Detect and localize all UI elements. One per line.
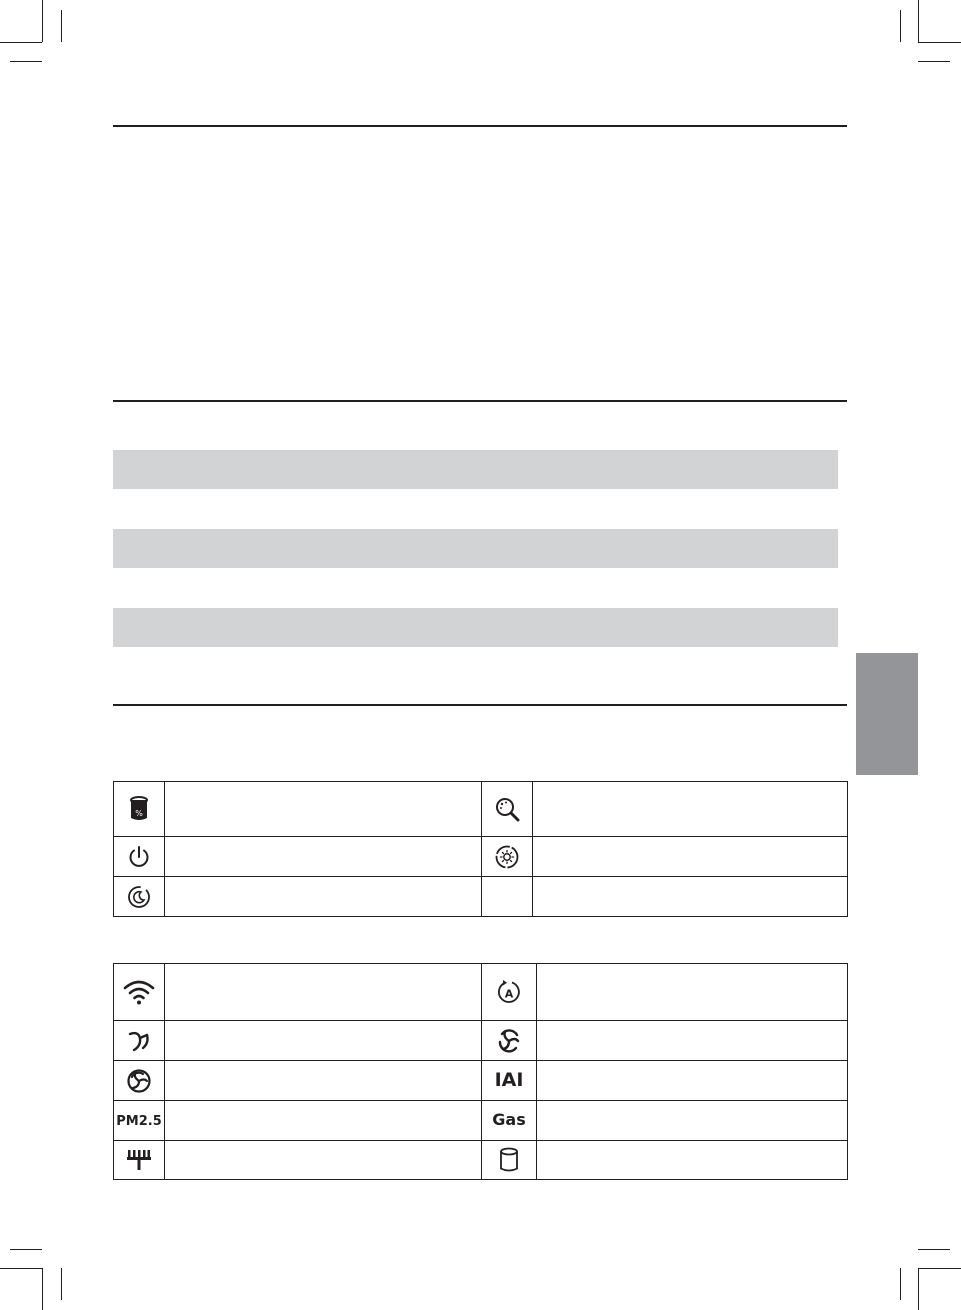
icon-cell	[114, 1141, 165, 1180]
description-cell	[533, 837, 848, 877]
pre-filter-brush-icon	[126, 1148, 152, 1172]
crop-mark-top-right-h	[918, 42, 961, 43]
fan-speed-1-icon	[126, 1028, 152, 1054]
crop-mark-bottom-right-v1	[918, 1268, 919, 1310]
pm25-label: PM2.5	[116, 1113, 162, 1129]
description-cell	[165, 837, 482, 877]
section-rule-1	[113, 125, 847, 127]
icon-cell-empty	[482, 877, 533, 917]
language-side-tab	[856, 653, 918, 775]
description-cell	[537, 1101, 848, 1141]
filter-percent-icon	[129, 796, 149, 822]
icon-cell	[482, 782, 533, 837]
crop-mark-top-right-h2	[918, 61, 950, 62]
description-cell	[533, 877, 848, 917]
icon-cell	[482, 837, 533, 877]
sleep-mode-icon	[127, 885, 151, 909]
crop-mark-top-left-h2	[10, 61, 42, 62]
table-row	[114, 877, 848, 917]
iai-label: IAI	[494, 1068, 524, 1091]
icon-cell	[114, 837, 165, 877]
icon-cell	[482, 1141, 537, 1180]
table-row	[114, 1141, 848, 1180]
description-cell	[165, 782, 482, 837]
description-cell	[165, 964, 482, 1021]
crop-mark-bottom-left-v2	[61, 1268, 62, 1300]
shaded-bar-1	[113, 450, 838, 489]
icon-cell	[482, 1061, 537, 1101]
icon-cell	[482, 1021, 537, 1061]
shaded-bar-2	[113, 529, 838, 568]
crop-mark-top-left-v1	[42, 0, 43, 42]
svg-text:%: %	[135, 809, 143, 818]
description-cell	[537, 964, 848, 1021]
crop-mark-bottom-left-h	[0, 1268, 42, 1269]
description-cell	[537, 1141, 848, 1180]
icon-table-2	[113, 963, 848, 1180]
magnifier-icon	[494, 796, 520, 822]
crop-mark-bottom-left-h2	[10, 1249, 42, 1250]
icon-cell	[482, 1101, 537, 1141]
shaded-bar-3	[113, 608, 838, 647]
icon-cell	[114, 1021, 165, 1061]
light-dimmer-icon	[494, 844, 520, 870]
description-cell	[165, 1061, 482, 1101]
table-row	[114, 964, 848, 1021]
crop-mark-bottom-right-v2	[900, 1268, 901, 1300]
table-row	[114, 782, 848, 837]
icon-cell	[114, 964, 165, 1021]
table-row	[114, 1021, 848, 1061]
fan-speed-2-icon	[496, 1028, 522, 1054]
filter-cylinder-icon	[499, 1147, 519, 1173]
icon-cell	[114, 877, 165, 917]
description-cell	[165, 1101, 482, 1141]
fan-speed-3-icon	[126, 1068, 152, 1094]
crop-mark-top-left-h	[0, 42, 42, 43]
wifi-icon	[123, 979, 155, 1005]
description-cell	[533, 782, 848, 837]
table-row	[114, 1061, 848, 1101]
auto-mode-icon	[496, 978, 522, 1006]
description-cell	[537, 1061, 848, 1101]
section-rule-2	[113, 400, 847, 402]
icon-cell	[482, 964, 537, 1021]
table-row	[114, 837, 848, 877]
svg-text:A: A	[504, 987, 514, 1001]
gas-label: Gas	[492, 1109, 526, 1129]
description-cell	[165, 1141, 482, 1180]
description-cell	[537, 1021, 848, 1061]
crop-mark-top-left-v2	[61, 10, 62, 42]
section-rule-3	[113, 704, 847, 706]
power-icon	[127, 845, 151, 869]
crop-mark-bottom-right-h	[918, 1268, 961, 1269]
crop-mark-top-right-v1	[918, 0, 919, 42]
icon-cell	[114, 1061, 165, 1101]
table-row	[114, 1101, 848, 1141]
icon-cell	[114, 1101, 165, 1141]
crop-mark-top-right-v2	[900, 10, 901, 42]
crop-mark-bottom-left-v1	[42, 1268, 43, 1310]
description-cell	[165, 877, 482, 917]
crop-mark-bottom-right-h2	[918, 1249, 950, 1250]
icon-table-1	[113, 781, 848, 917]
description-cell	[165, 1021, 482, 1061]
icon-cell	[114, 782, 165, 837]
